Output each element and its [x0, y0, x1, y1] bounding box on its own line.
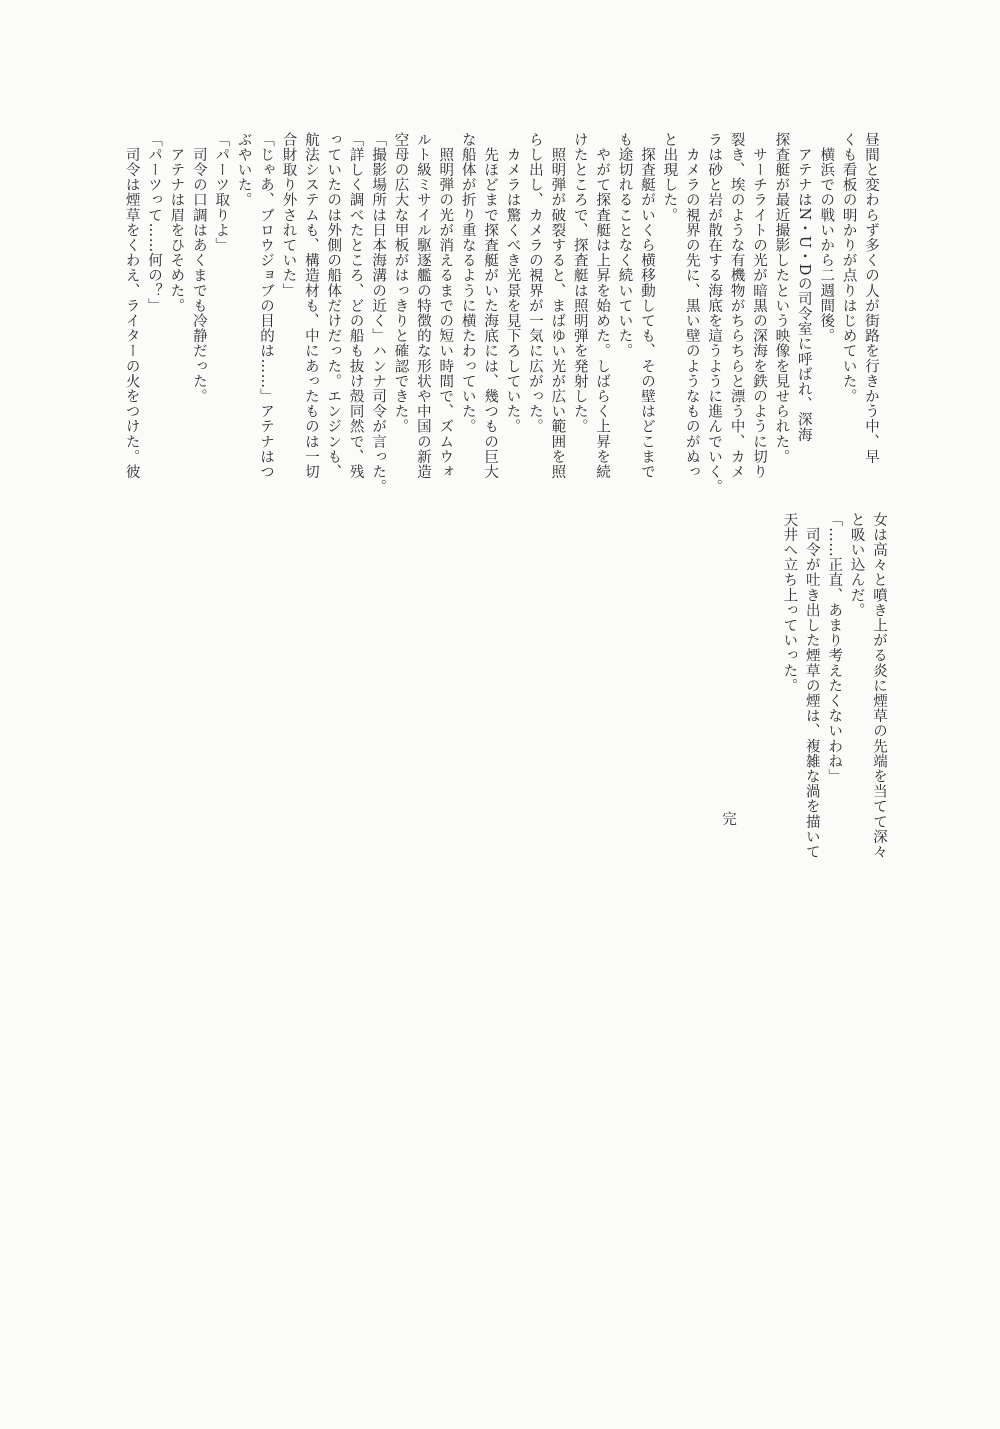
text-line: っていたのは外側の船体だけだった。エンジンも、 [325, 132, 342, 480]
text-line: カメラの視界の先に、黒い壁のようなものがぬっ [683, 132, 700, 480]
text-line: と吸い込んだ。 [848, 512, 865, 618]
text-line: 「撮影場所は日本海溝の近く」ハンナ司令が言った。 [370, 132, 387, 495]
text-line: 探査艇がいくら横移動しても、その壁はどこまで [638, 132, 655, 480]
text-line: 照明弾の光が消えるまでの短い時間で、ズムウォ [437, 132, 454, 480]
text-line: アテナは眉をひそめた。 [168, 132, 185, 314]
text-line: 司令の口調はあくまでも冷静だった。 [190, 132, 207, 404]
text-line: 「パーツって……何の？」 [146, 132, 162, 314]
text-line: 昼間と変わらず多くの人が街路を行きかう中、早 [863, 132, 879, 465]
text-line: 照明弾が破裂すると、まばゆい光が広い範囲を照 [549, 132, 566, 480]
text-line: な船体が折り重なるように横たわっていた。 [459, 132, 476, 434]
text-line: 天井へ立ち上っていった。 [781, 512, 798, 694]
text-line: 「……正直、あまり考えたくないわね」 [826, 512, 843, 784]
lower-text-block [778, 512, 890, 912]
upper-text-block [120, 132, 882, 495]
text-line: 探査艇が最近撮影したという映像を見せられた。 [773, 132, 790, 465]
text-line: ぶやいた。 [235, 132, 252, 208]
end-mark: 完 [720, 811, 736, 826]
text-line: カメラは驚くべき光景を見下ろしていた。 [504, 132, 521, 434]
text-line: 「パーツ取りよ」 [213, 132, 230, 253]
text-line: 空母の広大な甲板がはっきりと確認できた。 [392, 132, 409, 434]
text-line: 「詳しく調べたところ、どの船も抜け殻同然で、残 [347, 132, 364, 480]
text-line: 女は高々と噴き上がる炎に煙草の先端を当てて深々 [871, 512, 887, 860]
text-line: アテナはN・U・Dの司令室に呼ばれ、深海 [795, 132, 812, 443]
text-line: らし出し、カメラの視界が一気に広がった。 [526, 132, 543, 434]
text-line: 「じゃあ、ブロウジョブの目的は……」アテナはつ [258, 132, 275, 480]
text-line: ラは砂と岩が散在する海底を這うように進んでいく。 [706, 132, 723, 495]
text-line: 先ほどまで探査艇がいた海底には、幾つもの巨大 [482, 132, 499, 480]
text-line: 横浜での戦いから二週間後。 [818, 132, 835, 344]
text-line: 裂き、埃のような有機物がちらちらと漂う中、カメ [728, 132, 745, 480]
text-line: サーチライトの光が暗黒の深海を鉄のように切り [750, 132, 767, 480]
text-line: やがて探査艇は上昇を始めた。しばらく上昇を続 [594, 132, 611, 480]
text-line: 司令は煙草をくわえ、ライターの火をつけた。彼 [123, 132, 140, 480]
text-line: と出現した。 [661, 132, 678, 223]
text-line: けたところで、探査艇は照明弾を発射した。 [571, 132, 588, 434]
text-line: くも看板の明かりが点りはじめていた。 [840, 132, 857, 404]
text-line: 航法システムも、構造材も、中にあったものは一切 [302, 132, 319, 480]
text-line: も途切れることなく続いていた。 [616, 132, 633, 359]
text-line: ルト級ミサイル駆逐艦の特徴的な形状や中国の新造 [414, 132, 431, 480]
text-line: 合財取り外されていた」 [280, 132, 297, 299]
text-line: 司令が吐き出した煙草の煙は、複雑な渦を描いて [803, 512, 820, 860]
